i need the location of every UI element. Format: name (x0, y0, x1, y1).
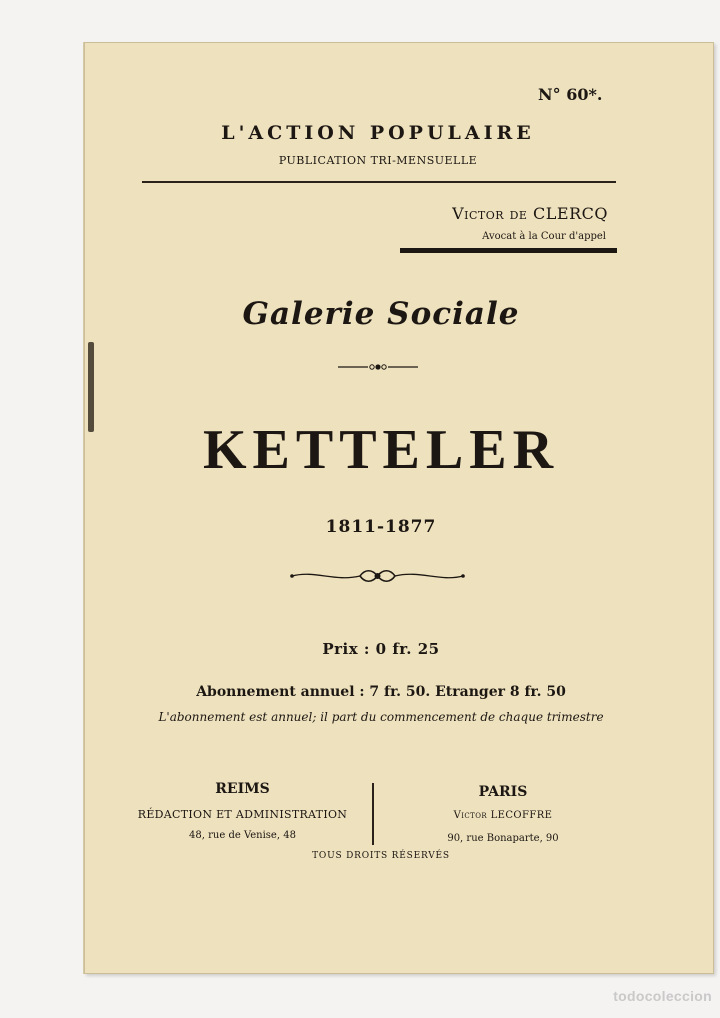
small-ornament-divider (338, 360, 418, 374)
price: Prix : 0 fr. 25 (322, 640, 440, 658)
life-dates: 1811-1877 (325, 517, 437, 537)
rights-notice: TOUS DROITS RÉSERVÉS (312, 851, 450, 861)
subscription-rates: Abonnement annuel : 7 fr. 50. Etranger 8 fr. 50 (196, 684, 566, 700)
large-ornament-divider (290, 566, 465, 586)
header-rule (142, 181, 616, 183)
column-divider (372, 783, 374, 845)
reims-city: REIMS (215, 781, 270, 797)
site-watermark: todocoleccion (613, 988, 712, 1004)
collection-title: L'ACTION POPULAIRE (221, 122, 535, 144)
collection-subtitle: PUBLICATION TRI-MENSUELLE (278, 154, 478, 167)
author-rule (400, 248, 617, 253)
paris-publisher: Victor LECOFFRE (453, 810, 553, 821)
series-title: Galerie Sociale (242, 296, 520, 332)
main-title: KETTELER (202, 419, 560, 481)
reims-office: RÉDACTION ET ADMINISTRATION (137, 808, 348, 821)
issue-number: N° 60*. (538, 85, 603, 104)
author-name: Victor de CLERCQ (452, 204, 608, 223)
paris-city: PARIS (478, 784, 528, 800)
reims-address: 48, rue de Venise, 48 (189, 830, 296, 841)
paris-address: 90, rue Bonaparte, 90 (447, 833, 559, 844)
author-role: Avocat à la Cour d'appel (482, 231, 606, 242)
subscription-note: L'abonnement est annuel; il part du commencement de chaque trimestre (158, 710, 604, 724)
